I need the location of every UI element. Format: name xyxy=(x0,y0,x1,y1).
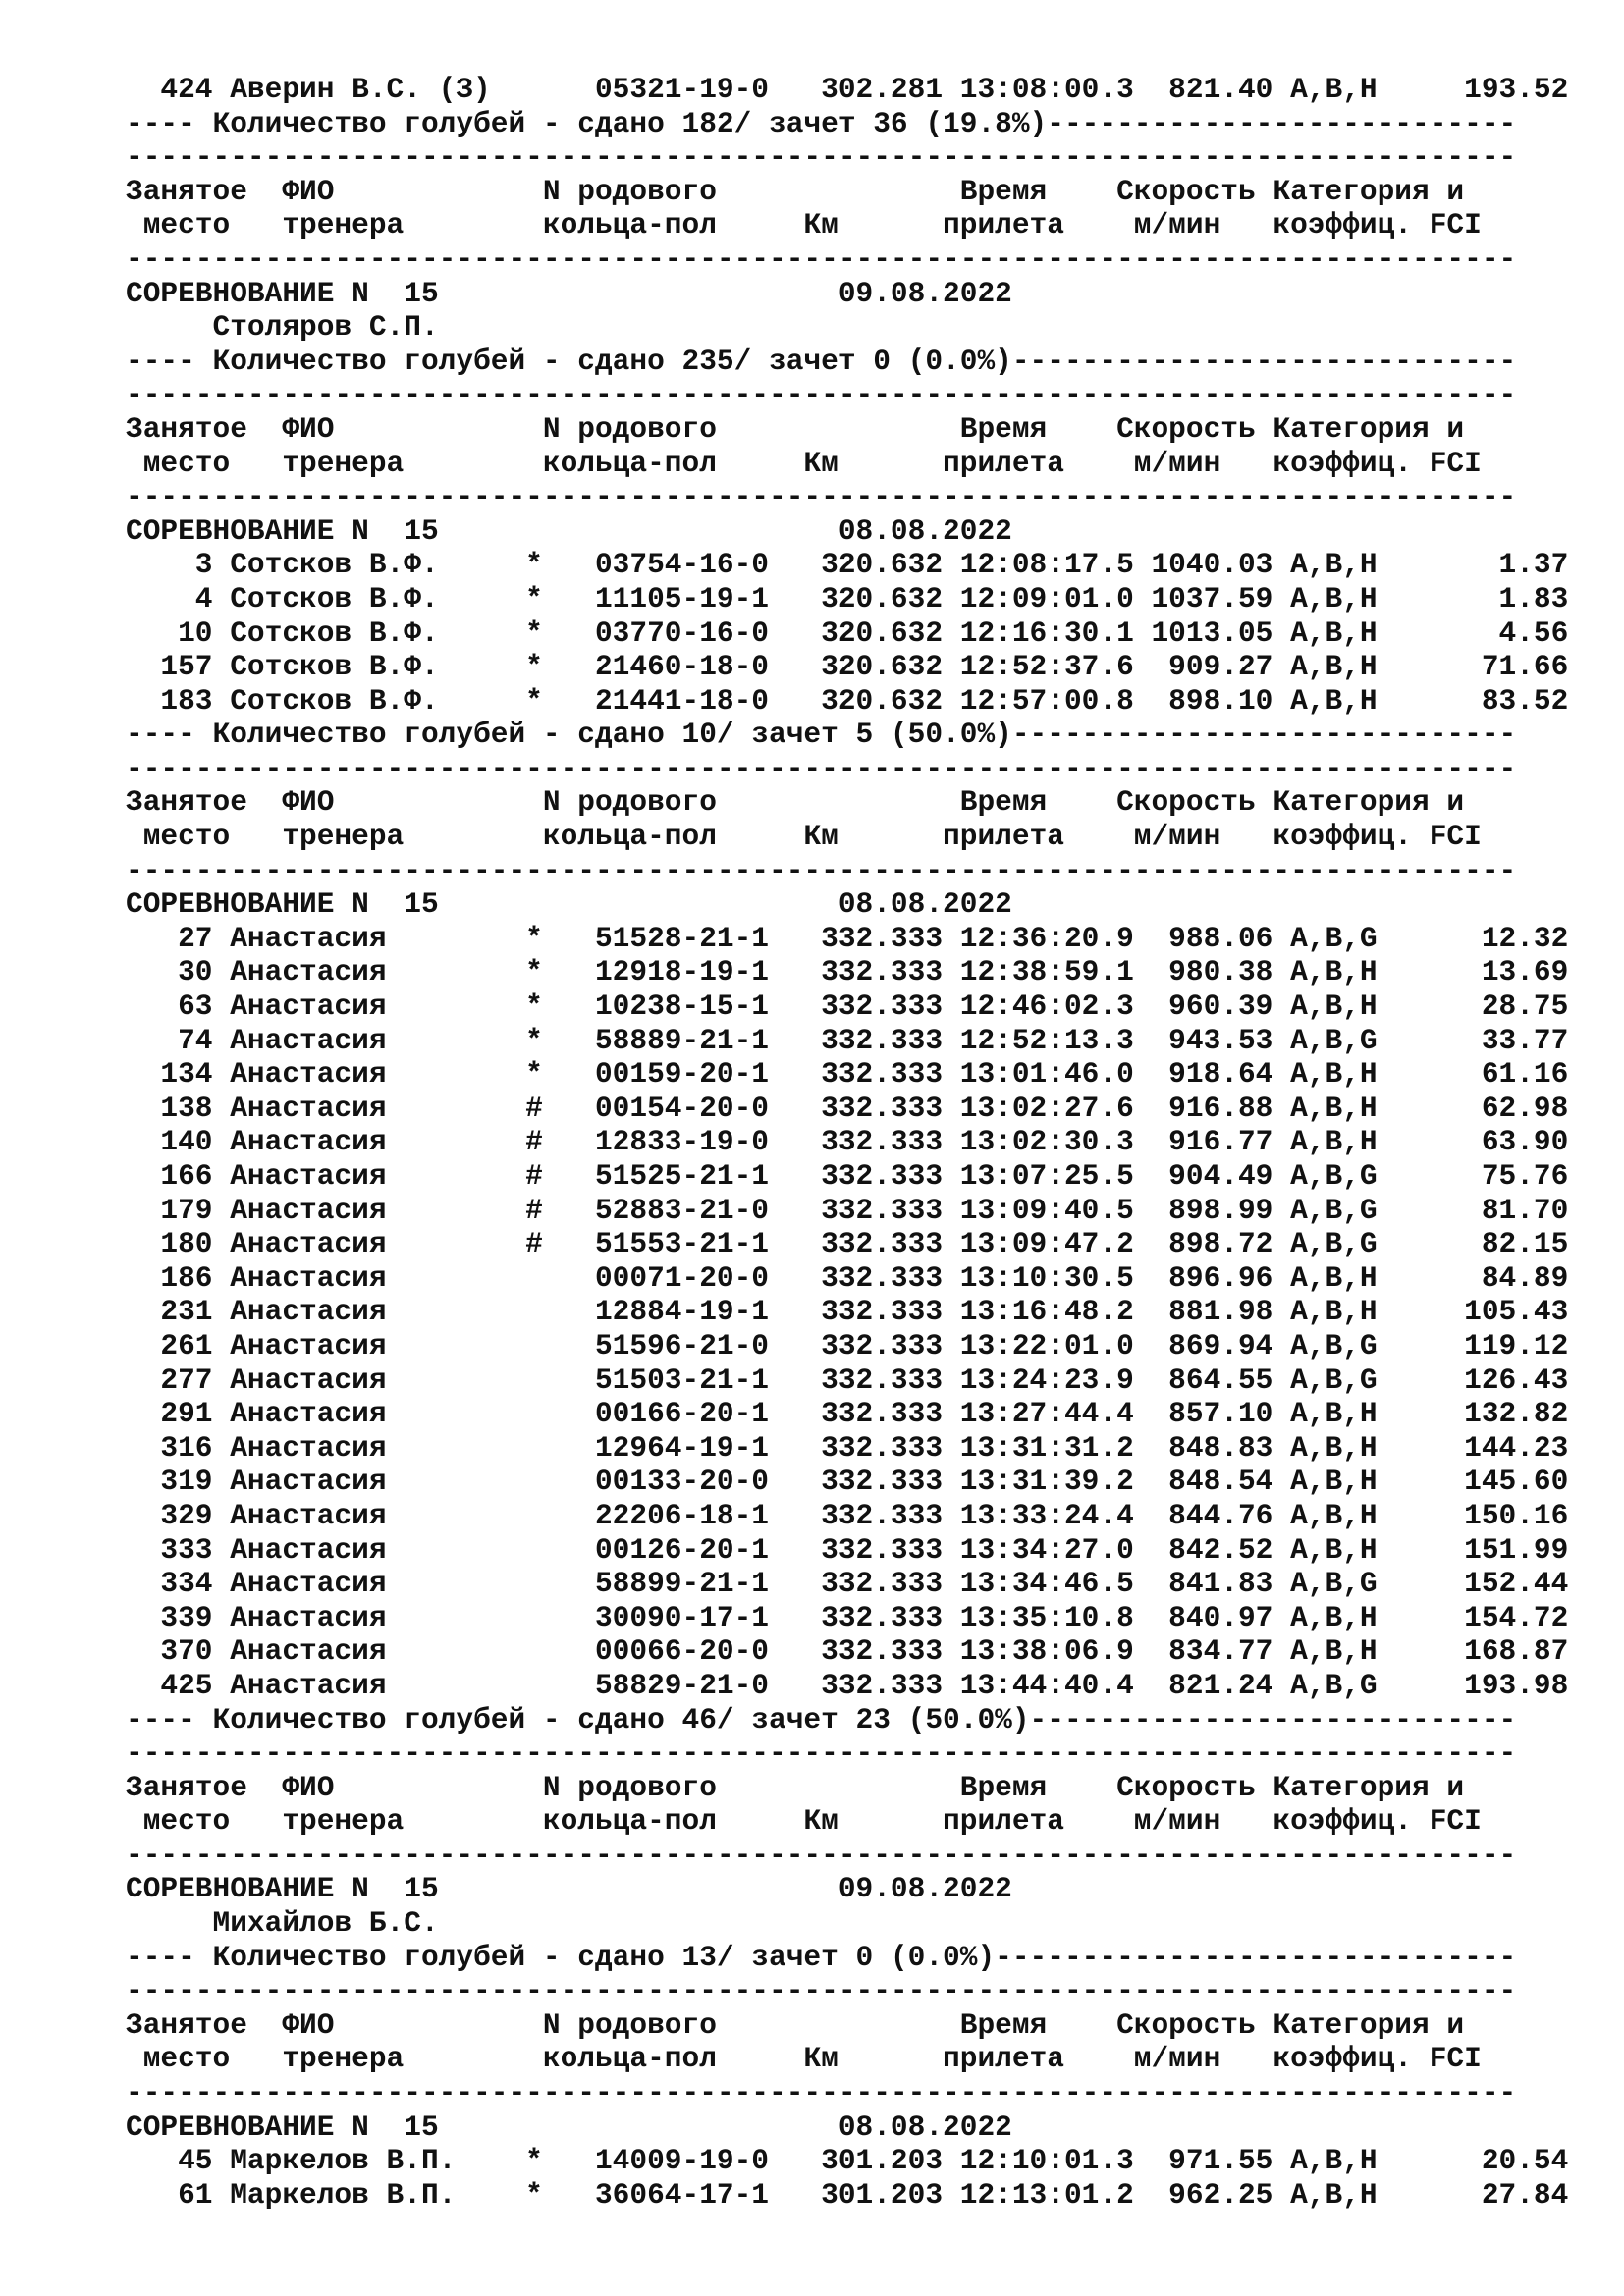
report-line: 74 Анастасия * 58889-21-1 332.333 12:52:13.3 943.53 A,B,G 33.77 xyxy=(126,1023,1569,1057)
report-line: СОРЕВНОВАНИЕ N 15 08.08.2022 xyxy=(126,887,1012,922)
report-line: Занятое ФИО N родового Время Скорость Категория и xyxy=(126,174,1465,208)
report-line: -------------------------------------------------------------------------------- xyxy=(126,140,1517,175)
printout-page xyxy=(126,73,1598,2212)
report-line: -------------------------------------------------------------------------------- xyxy=(126,480,1517,514)
report-line: 180 Анастасия # 51553-21-1 332.333 13:09:47.2 898.72 A,B,G 82.15 xyxy=(126,1227,1569,1261)
report-line: 140 Анастасия # 12833-19-0 332.333 13:02:30.3 916.77 A,B,H 63.90 xyxy=(126,1125,1569,1159)
report-line: ---- Количество голубей - сдано 10/ зачет 5 (50.0%)----------------------------- xyxy=(126,718,1517,752)
report-line: ---- Количество голубей - сдано 46/ зачет 23 (50.0%)---------------------------- xyxy=(126,1702,1517,1736)
report-line: 339 Анастасия 30090-17-1 332.333 13:35:10.8 840.97 A,B,H 154.72 xyxy=(126,1600,1569,1634)
report-line: -------------------------------------------------------------------------------- xyxy=(126,1974,1517,2008)
report-line: 45 Маркелов В.П. * 14009-19-0 301.203 12:10:01.3 971.55 A,B,H 20.54 xyxy=(126,2144,1569,2178)
report-line: 329 Анастасия 22206-18-1 332.333 13:33:24.4 844.76 A,B,H 150.16 xyxy=(126,1498,1569,1532)
report-line: 425 Анастасия 58829-21-0 332.333 13:44:40.4 821.24 A,B,G 193.98 xyxy=(126,1668,1569,1702)
report-line: 166 Анастасия # 51525-21-1 332.333 13:07:25.5 904.49 A,B,G 75.76 xyxy=(126,1159,1569,1193)
report-line: Занятое ФИО N родового Время Скорость Категория и xyxy=(126,411,1465,446)
report-line: -------------------------------------------------------------------------------- xyxy=(126,751,1517,785)
report-line: 30 Анастасия * 12918-19-1 332.333 12:38:59.1 980.38 A,B,H 13.69 xyxy=(126,955,1569,989)
report-line: место тренера кольца-пол Км прилета м/мин коэффиц. FCI xyxy=(126,446,1482,480)
report-line: место тренера кольца-пол Км прилета м/мин коэффиц. FCI xyxy=(126,1804,1482,1839)
report-line: Занятое ФИО N родового Время Скорость Категория и xyxy=(126,2007,1465,2042)
report-line: СОРЕВНОВАНИЕ N 15 08.08.2022 xyxy=(126,513,1012,548)
report-line: ---- Количество голубей - сдано 235/ зачет 0 (0.0%)----------------------------- xyxy=(126,344,1517,378)
report-line: 316 Анастасия 12964-19-1 332.333 13:31:31.2 848.83 A,B,H 144.23 xyxy=(126,1430,1569,1465)
report-line: 134 Анастасия * 00159-20-1 332.333 13:01:46.0 918.64 A,B,H 61.16 xyxy=(126,1057,1569,1092)
report-line: 4 Сотсков В.Ф. * 11105-19-1 320.632 12:09:01.0 1037.59 A,B,H 1.83 xyxy=(126,581,1569,615)
report-line: место тренера кольца-пол Км прилета м/мин коэффиц. FCI xyxy=(126,820,1482,854)
report-line: 3 Сотсков В.Ф. * 03754-16-0 320.632 12:08:17.5 1040.03 A,B,H 1.37 xyxy=(126,548,1569,582)
report-line: 319 Анастасия 00133-20-0 332.333 13:31:39.2 848.54 A,B,H 145.60 xyxy=(126,1465,1569,1499)
report-line: 291 Анастасия 00166-20-1 332.333 13:27:44.4 857.10 A,B,H 132.82 xyxy=(126,1397,1569,1431)
report-line: Занятое ФИО N родового Время Скорость Категория и xyxy=(126,1770,1465,1804)
report-line: Столяров С.П. xyxy=(126,310,439,345)
report-line: 179 Анастасия # 52883-21-0 332.333 13:09:40.5 898.99 A,B,G 81.70 xyxy=(126,1193,1569,1227)
report-line: 333 Анастасия 00126-20-1 332.333 13:34:27.0 842.52 A,B,H 151.99 xyxy=(126,1532,1569,1567)
report-line: ---- Количество голубей - сдано 13/ зачет 0 (0.0%)------------------------------ xyxy=(126,1940,1517,1974)
report-line: -------------------------------------------------------------------------------- xyxy=(126,2076,1517,2110)
report-line: Михайлов Б.С. xyxy=(126,1906,439,1941)
report-line: 277 Анастасия 51503-21-1 332.333 13:24:23.9 864.55 A,B,G 126.43 xyxy=(126,1362,1569,1397)
report-line: ---- Количество голубей - сдано 182/ зачет 36 (19.8%)--------------------------- xyxy=(126,106,1517,140)
report-line: 157 Сотсков В.Ф. * 21460-18-0 320.632 12:52:37.6 909.27 A,B,H 71.66 xyxy=(126,650,1569,684)
report-line: место тренера кольца-пол Км прилета м/мин коэффиц. FCI xyxy=(126,208,1482,242)
report-line: 63 Анастасия * 10238-15-1 332.333 12:46:02.3 960.39 A,B,H 28.75 xyxy=(126,989,1569,1024)
report-line: 424 Аверин В.С. (З) 05321-19-0 302.281 13:08:00.3 821.40 A,B,H 193.52 xyxy=(126,73,1569,106)
report-line: Занятое ФИО N родового Время Скорость Категория и xyxy=(126,785,1465,820)
report-line: 334 Анастасия 58899-21-1 332.333 13:34:46.5 841.83 A,B,G 152.44 xyxy=(126,1567,1569,1601)
report-line: 261 Анастасия 51596-21-0 332.333 13:22:01.0 869.94 A,B,G 119.12 xyxy=(126,1328,1569,1362)
report-line: 138 Анастасия # 00154-20-0 332.333 13:02:27.6 916.88 A,B,H 62.98 xyxy=(126,1091,1569,1125)
report-line: 186 Анастасия 00071-20-0 332.333 13:10:30.5 896.96 A,B,H 84.89 xyxy=(126,1260,1569,1295)
report-line: 61 Маркелов В.П. * 36064-17-1 301.203 12:13:01.2 962.25 A,B,H 27.84 xyxy=(126,2177,1569,2212)
report-line: 27 Анастасия * 51528-21-1 332.333 12:36:20.9 988.06 A,B,G 12.32 xyxy=(126,921,1569,955)
report-line: 370 Анастасия 00066-20-0 332.333 13:38:06.9 834.77 A,B,H 168.87 xyxy=(126,1634,1569,1669)
report-line: СОРЕВНОВАНИЕ N 15 09.08.2022 xyxy=(126,276,1012,310)
report-line: СОРЕВНОВАНИЕ N 15 09.08.2022 xyxy=(126,1872,1012,1906)
report-line: 231 Анастасия 12884-19-1 332.333 13:16:48.2 881.98 A,B,H 105.43 xyxy=(126,1295,1569,1329)
report-line: -------------------------------------------------------------------------------- xyxy=(126,378,1517,412)
report-line: место тренера кольца-пол Км прилета м/мин коэффиц. FCI xyxy=(126,2042,1482,2076)
report-line: СОРЕВНОВАНИЕ N 15 08.08.2022 xyxy=(126,2109,1012,2144)
report-line: 183 Сотсков В.Ф. * 21441-18-0 320.632 12:57:00.8 898.10 A,B,H 83.52 xyxy=(126,683,1569,718)
report-line: -------------------------------------------------------------------------------- xyxy=(126,853,1517,887)
report-line: -------------------------------------------------------------------------------- xyxy=(126,1736,1517,1771)
report-line: -------------------------------------------------------------------------------- xyxy=(126,241,1517,276)
report-line: 10 Сотсков В.Ф. * 03770-16-0 320.632 12:16:30.1 1013.05 A,B,H 4.56 xyxy=(126,615,1569,650)
report-line: -------------------------------------------------------------------------------- xyxy=(126,1838,1517,1872)
